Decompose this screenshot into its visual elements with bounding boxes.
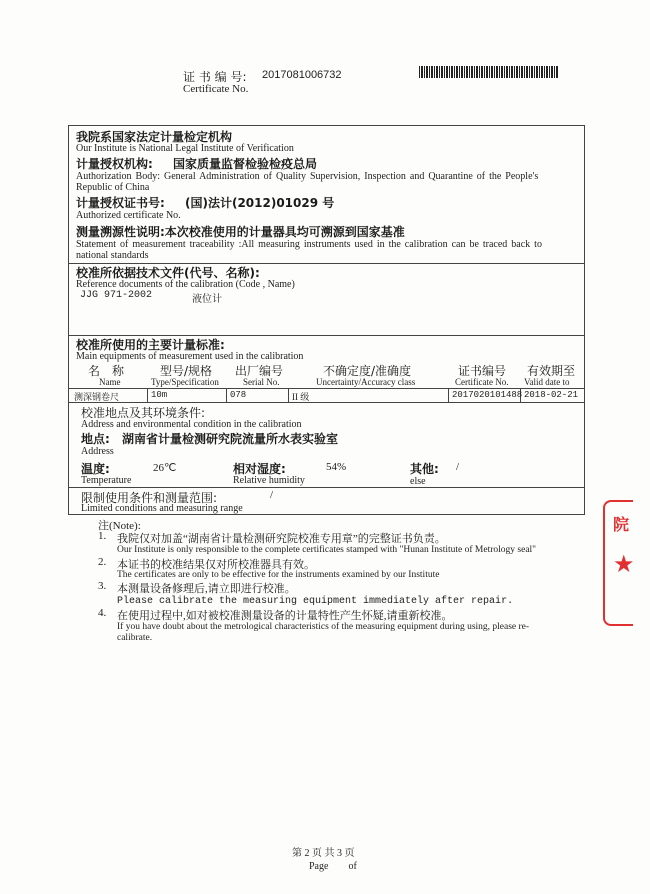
reference-cn: 校准所依据技术文件(代号、名称): xyxy=(76,266,260,280)
else-label-en: else xyxy=(410,476,426,487)
divider xyxy=(68,487,585,488)
header-type-cn: 型号/规格 xyxy=(160,364,213,378)
header-cert-cn: 证书编号 xyxy=(458,364,507,378)
humidity-value: 54% xyxy=(326,461,347,473)
authorization-label: 计量授权机构: xyxy=(76,157,153,171)
environment-cn: 校准地点及其环境条件: xyxy=(81,406,206,420)
limits-value: / xyxy=(270,489,274,501)
address-label: 地点: xyxy=(81,432,110,446)
traceability-en: Statement of measurement traceability :All measuring instruments used in the calibration can be traced back to xyxy=(76,239,542,250)
note-number: 3. xyxy=(98,580,107,592)
divider xyxy=(147,388,148,402)
note-number: 4. xyxy=(98,607,107,619)
page-number-cn: 第 2 页 共 3 页 xyxy=(292,848,355,859)
header-serial-cn: 出厂编号 xyxy=(235,364,284,378)
header-name-cn: 名 称 xyxy=(88,364,125,378)
notes-title: 注(Note): xyxy=(98,520,141,532)
reference-name: 液位计 xyxy=(192,294,222,305)
divider xyxy=(68,388,585,389)
traceability-cn: 测量溯源性说明:本次校准使用的计量器具均可溯源到国家基准 xyxy=(76,225,405,239)
note-en: Our Institute is only responsible to the complete certificates stamped with "Hunan Institute of Metrology seal" xyxy=(117,545,537,555)
header-uncertainty-cn: 不确定度/准确度 xyxy=(323,364,412,378)
equipment-valid-date: 2018-02-21 xyxy=(524,390,579,400)
note-number: 2. xyxy=(98,556,107,568)
divider xyxy=(226,388,227,402)
address-value: 湖南省计量检测研究院流量所水表实验室 xyxy=(122,432,339,446)
header-valid-en: Valid date to xyxy=(524,377,570,387)
auth-cert-label: 计量授权证书号: xyxy=(76,196,165,210)
limits-en: Limited conditions and measuring range xyxy=(81,503,243,514)
header-valid-cn: 有效期至 xyxy=(527,364,576,378)
note-cn: 在使用过程中,如对被校准测量设备的计量特性产生怀疑,请重新校准。 xyxy=(117,610,453,622)
divider xyxy=(288,388,289,402)
equipment-serial: 078 xyxy=(230,390,247,400)
humidity-label-en: Relative humidity xyxy=(233,475,305,486)
red-seal-stamp xyxy=(603,500,633,626)
authorization-en: Authorization Body: General Administration of Quality Supervision, Inspection and Quarantine of the People's xyxy=(76,171,539,182)
stamp-text: 院 xyxy=(613,515,630,534)
note-cn: 本测量设备修理后,请立即进行校准。 xyxy=(117,583,296,595)
note-cn: 本证书的校准结果仅对所校准器具有效。 xyxy=(117,559,315,571)
equipment-cert-no: 2017020101488 xyxy=(452,390,523,400)
note-en: If you have doubt about the metrological characteristics of the measuring equipment during using, please re- xyxy=(117,622,530,632)
note-en: Please calibrate the measuring equipment immediately after repair. xyxy=(117,596,514,607)
equipment-name: 测深钢卷尺 xyxy=(74,392,120,402)
cert-no: 2017081006732 xyxy=(262,69,342,81)
reference-en: Reference documents of the calibration (Code , Name) xyxy=(76,279,295,290)
header-type-en: Type/Specification xyxy=(151,377,219,387)
header-name-en: Name xyxy=(99,377,121,387)
equipment-accuracy: II 级 xyxy=(292,392,310,402)
note-cn: 我院仅对加盖“湖南省计量检测研究院校准专用章”的完整证书负责。 xyxy=(117,533,446,545)
header-serial-en: Serial No. xyxy=(243,377,280,387)
reference-code: JJG 971-2002 xyxy=(80,290,153,301)
divider xyxy=(448,388,449,402)
auth-cert-value: (国)法计(2012)01029 号 xyxy=(185,196,335,210)
temp-value: 26℃ xyxy=(153,462,177,474)
barcode xyxy=(419,66,559,78)
temp-label: 温度: xyxy=(81,462,110,476)
equipment-en: Main equipments of measurement used in the calibration xyxy=(76,351,304,362)
cert-no-label-en: Certificate No. xyxy=(183,83,249,95)
auth-cert-en: Authorized certificate No. xyxy=(76,210,181,221)
else-value: / xyxy=(456,461,460,473)
equipment-cn: 校准所使用的主要计量标准: xyxy=(76,338,225,352)
environment-en: Address and environmental condition in the calibration xyxy=(81,419,302,430)
authorization-en2: Republic of China xyxy=(76,182,150,193)
divider xyxy=(68,402,585,403)
limits-cn: 限制使用条件和测量范围: xyxy=(81,491,218,505)
equipment-type: 10m xyxy=(151,390,168,400)
institute-en: Our Institute is National Legal Institute of Verification xyxy=(76,143,294,154)
header-uncertainty-en: Uncertainty/Accuracy class xyxy=(316,377,416,387)
star-icon: ★ xyxy=(613,550,635,578)
page-number-en: Page of xyxy=(309,861,357,872)
institute-cn: 我院系国家法定计量检定机构 xyxy=(76,130,233,144)
else-label: 其他: xyxy=(410,462,439,476)
traceability-en2: national standards xyxy=(76,250,149,261)
address-label-en: Address xyxy=(81,446,114,457)
temp-label-en: Temperature xyxy=(81,475,132,486)
cert-no-label-cn: 证 书 编 号: xyxy=(183,70,247,84)
note-en: calibrate. xyxy=(117,633,153,643)
header-cert-en: Certificate No. xyxy=(455,377,509,387)
authorization-value: 国家质量监督检验检疫总局 xyxy=(173,157,318,171)
humidity-label: 相对湿度: xyxy=(233,462,286,476)
note-number: 1. xyxy=(98,530,107,542)
note-en: The certificates are only to be effective for the instruments examined by our Institute xyxy=(117,570,440,580)
